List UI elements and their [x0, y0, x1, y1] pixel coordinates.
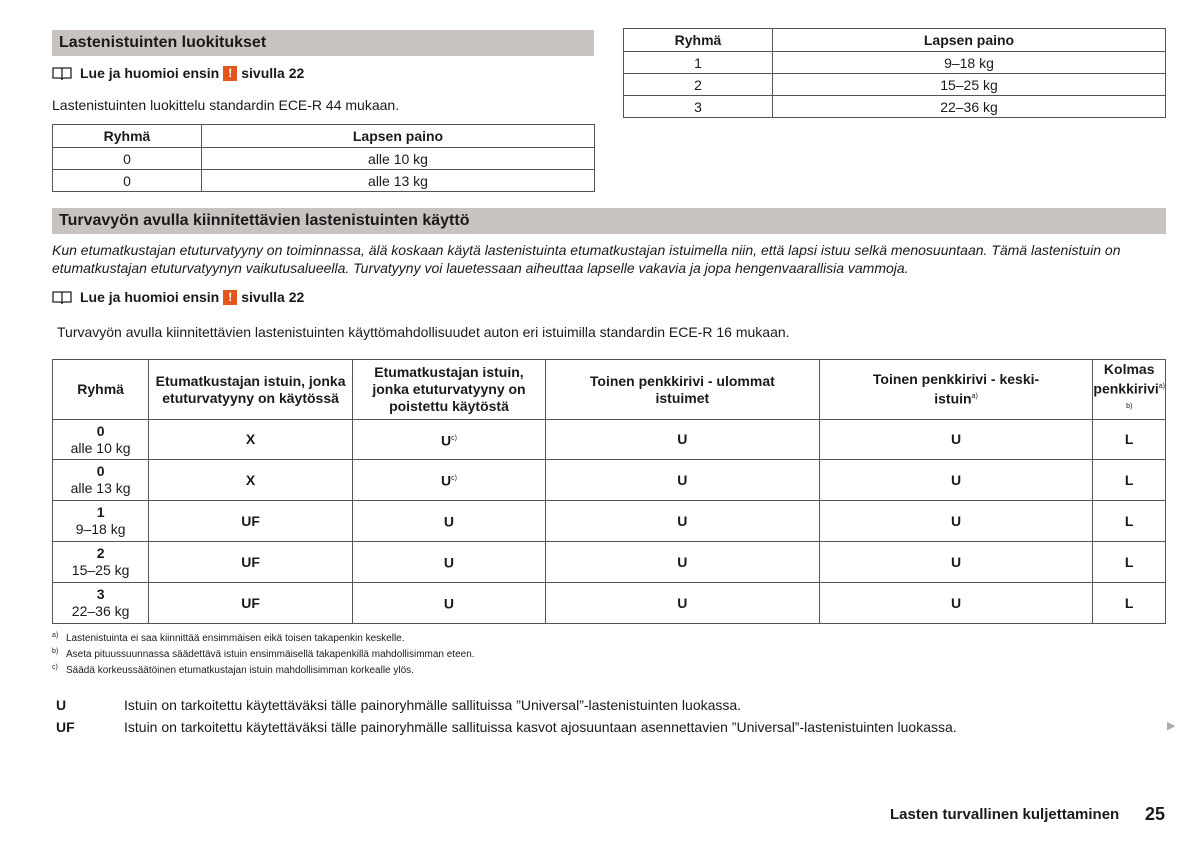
table-cell: alle 10 kg: [202, 148, 595, 170]
reference-note: [52, 287, 304, 307]
footnote: b) Aseta pituussuunnassa säädettävä istuin ensimmäisellä takapenkillä mahdollisimman eteen.: [52, 648, 475, 660]
table-cell: L: [1093, 583, 1166, 624]
reference-note: [52, 63, 304, 83]
table-cell: 0: [53, 148, 202, 170]
table-cell: 22–36 kg: [773, 96, 1166, 118]
legend-item: UF Istuin on tarkoitettu käytettäväksi tälle painoryhmälle sallituissa kasvot ajosuuntaan asennettavien ”Universal”-lastenistuinten luokassa.: [56, 719, 957, 735]
table-cell: UF: [149, 583, 353, 624]
group-cell: 3 22–36 kg: [53, 583, 149, 624]
warning-paragraph: Kun etumatkustajan etuturvatyyny on toiminnassa, älä koskaan käytä lastenistuinta etumatkustajan istuimella niin, että lapsi istuu selkä menosuuntaan. Tämä lastenistuin on etumatkustajan etuturvatyynyn vaikutusalueella. Turvatyyny voi lauetessaan aiheuttaa lapselle vakavia ja jopa hengenvaarallisia vammoja.: [52, 242, 1121, 276]
table-cell: X: [149, 460, 353, 501]
footnotes: [52, 631, 475, 679]
footnote: c) Säädä korkeussäätöinen etumatkustajan istuin mahdollisimman korkealle ylös.: [52, 664, 414, 676]
column-header: Toinen penkkirivi - ulommat istuimet: [546, 360, 820, 420]
group-cell: 1 9–18 kg: [53, 501, 149, 542]
warning-icon: !: [223, 66, 237, 81]
table-cell: U: [546, 460, 820, 501]
table-cell: U: [819, 583, 1093, 624]
table-cell: U: [546, 583, 820, 624]
footnote: a) Lastenistuinta ei saa kiinnittää ensimmäisen eikä toisen takapenkin keskelle.: [52, 632, 405, 644]
column-header: Lapsen paino: [202, 125, 595, 148]
column-header: Etumatkustajan istuin, jonka etuturvatyyny on poistettu käytöstä: [352, 360, 545, 420]
table-row: [53, 542, 1166, 583]
group-table-right: [623, 28, 1166, 118]
column-header: Kolmas penkkirivi$^{a) b)}$: [1093, 360, 1166, 420]
column-header: Ryhmä: [624, 29, 773, 52]
table-cell: U: [546, 420, 820, 460]
table-cell: 1: [624, 52, 773, 74]
table-cell: $U^{c)}$: [352, 420, 545, 460]
book-icon: [52, 290, 72, 304]
section-heading-seatbelt-use: Turvavyön avulla kiinnitettävien lastenistuinten käyttö: [52, 208, 1166, 234]
section1-intro: Lastenistuinten luokittelu standardin ECE-R 44 mukaan.: [52, 97, 400, 113]
legend: [52, 694, 957, 738]
column-header: Lapsen paino: [773, 29, 1166, 52]
table-cell: UF: [149, 542, 353, 583]
table-cell: L: [1093, 420, 1166, 460]
table-cell: L: [1093, 460, 1166, 501]
warning-icon: !: [223, 290, 237, 305]
footnote-ref: a) b): [1126, 383, 1166, 410]
table-row: [53, 420, 1166, 460]
table-cell: U: [352, 542, 545, 583]
column-header: Ryhmä: [53, 125, 202, 148]
table-cell: 9–18 kg: [773, 52, 1166, 74]
footer-chapter-title: Lasten turvallinen kuljettaminen: [890, 806, 1120, 823]
column-header: Etumatkustajan istuin, jonka etuturvatyyny on käytössä: [149, 360, 353, 420]
group-cell: 0 alle 10 kg: [53, 420, 149, 460]
group-cell: 0 alle 13 kg: [53, 460, 149, 501]
table-cell: L: [1093, 542, 1166, 583]
table-cell: X: [149, 420, 353, 460]
reference-text: Lue ja huomioi ensin: [80, 289, 220, 305]
table-row: [624, 96, 1166, 118]
table-row: [53, 460, 1166, 501]
reference-text: Lue ja huomioi ensin: [80, 65, 220, 81]
table-row: [624, 74, 1166, 96]
page-number: 25: [1145, 804, 1166, 824]
table-row: [53, 170, 595, 192]
table-cell: U: [819, 420, 1093, 460]
table-row: [53, 501, 1166, 542]
table-row: [624, 52, 1166, 74]
column-header: Toinen penkkirivi - keski-istuin$^{a)}$: [819, 360, 1093, 420]
table-cell: U: [546, 501, 820, 542]
table-cell: U: [819, 501, 1093, 542]
section-heading-classifications: Lastenistuinten luokitukset: [52, 30, 594, 56]
table-cell: U: [819, 542, 1093, 583]
seat-usage-table: [52, 359, 1166, 624]
column-header: Ryhmä: [53, 360, 149, 420]
table-cell: $U^{c)}$: [352, 460, 545, 501]
table-cell: U: [352, 583, 545, 624]
table-cell: U: [352, 501, 545, 542]
legend-item: U Istuin on tarkoitettu käytettäväksi tälle painoryhmälle sallituissa ”Universal”-lastenistuinten luokassa.: [56, 697, 742, 713]
footnote-ref: a): [971, 393, 978, 401]
table-row: [53, 583, 1166, 624]
table-cell: U: [546, 542, 820, 583]
group-cell: 2 15–25 kg: [53, 542, 149, 583]
reference-page-link[interactable]: sivulla 22: [241, 289, 305, 305]
next-page-arrow-icon[interactable]: ▶: [1167, 720, 1176, 732]
table-row: [53, 148, 595, 170]
table-cell: 0: [53, 170, 202, 192]
book-icon: [52, 66, 72, 80]
table-cell: alle 13 kg: [202, 170, 595, 192]
table-cell: 2: [624, 74, 773, 96]
group-table-left: [52, 124, 595, 192]
reference-page-link[interactable]: sivulla 22: [241, 65, 305, 81]
table-cell: 15–25 kg: [773, 74, 1166, 96]
table-cell: UF: [149, 501, 353, 542]
table-cell: L: [1093, 501, 1166, 542]
table-cell: 3: [624, 96, 773, 118]
table-cell: U: [819, 460, 1093, 501]
section2-intro: Turvavyön avulla kiinnitettävien lastenistuinten käyttömahdollisuudet auton eri istuimilla standardin ECE-R 16 mukaan.: [57, 324, 790, 340]
